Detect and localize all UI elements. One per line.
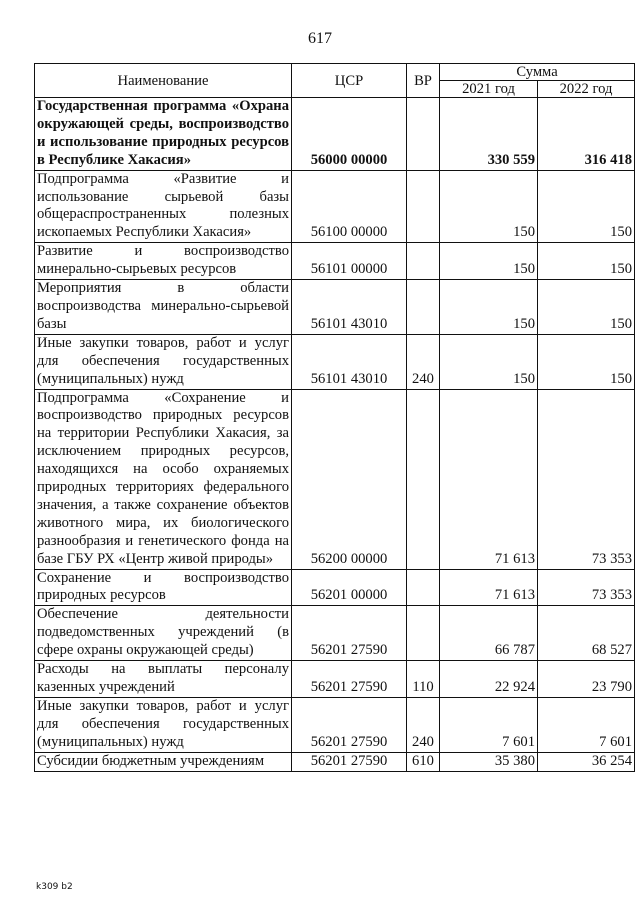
row-amount-2021: 66 787 — [440, 606, 538, 661]
row-csr: 56201 00000 — [292, 569, 407, 606]
table-row — [35, 569, 635, 606]
table-row — [35, 280, 635, 335]
row-amount-2022: 7 601 — [538, 697, 635, 752]
row-vr: 110 — [407, 661, 440, 698]
row-csr: 56000 00000 — [292, 98, 407, 171]
budget-table — [34, 63, 635, 772]
table-row — [35, 697, 635, 752]
row-csr: 56201 27590 — [292, 697, 407, 752]
row-csr: 56201 27590 — [292, 752, 407, 771]
header-year-2022: 2022 год — [538, 81, 635, 98]
row-csr: 56101 00000 — [292, 243, 407, 280]
row-amount-2021: 22 924 — [440, 661, 538, 698]
row-csr: 56200 00000 — [292, 389, 407, 569]
row-name: Подпрограмма «Развитие и использование сырьевой базы общераспространенных полезных ископаемых Республики Хакасия» — [35, 170, 292, 243]
row-amount-2021: 71 613 — [440, 389, 538, 569]
row-amount-2022: 316 418 — [538, 98, 635, 171]
table-row — [35, 661, 635, 698]
row-name: Субсидии бюджетным учреждениям — [35, 752, 292, 771]
row-vr — [407, 606, 440, 661]
row-amount-2021: 7 601 — [440, 697, 538, 752]
row-name: Иные закупки товаров, работ и услуг для обеспечения государственных (муниципальных) нужд — [35, 334, 292, 389]
row-name: Расходы на выплаты персоналу казенных учреждений — [35, 661, 292, 698]
row-amount-2021: 150 — [440, 170, 538, 243]
row-vr — [407, 170, 440, 243]
table-row — [35, 389, 635, 569]
row-amount-2021: 150 — [440, 280, 538, 335]
table-body — [35, 98, 635, 772]
header-sum: Сумма — [440, 64, 635, 81]
row-name: Обеспечение деятельности подведомственных учреждений (в сфере охраны окружающей среды) — [35, 606, 292, 661]
table-row — [35, 752, 635, 771]
row-amount-2022: 23 790 — [538, 661, 635, 698]
row-amount-2021: 150 — [440, 243, 538, 280]
header-csr: ЦСР — [292, 64, 407, 98]
table-row — [35, 170, 635, 243]
row-amount-2022: 36 254 — [538, 752, 635, 771]
row-amount-2022: 150 — [538, 280, 635, 335]
table-row — [35, 606, 635, 661]
row-name: Иные закупки товаров, работ и услуг для обеспечения государственных (муниципальных) нужд — [35, 697, 292, 752]
row-name: Государственная программа «Охрана окружающей среды, воспроизводство и использование природных ресурсов в Республике Хакасия» — [35, 98, 292, 171]
row-name: Сохранение и воспроизводство природных ресурсов — [35, 569, 292, 606]
row-vr — [407, 243, 440, 280]
row-vr: 240 — [407, 697, 440, 752]
row-csr: 56100 00000 — [292, 170, 407, 243]
row-csr: 56101 43010 — [292, 334, 407, 389]
page-number: 617 — [308, 30, 332, 47]
row-amount-2022: 73 353 — [538, 569, 635, 606]
header-vr: ВР — [407, 64, 440, 98]
row-vr — [407, 280, 440, 335]
row-csr: 56101 43010 — [292, 280, 407, 335]
row-amount-2022: 150 — [538, 243, 635, 280]
row-vr — [407, 98, 440, 171]
table-row — [35, 334, 635, 389]
row-amount-2022: 150 — [538, 334, 635, 389]
header-name: Наименование — [35, 64, 292, 98]
row-name: Развитие и воспроизводство минерально-сырьевых ресурсов — [35, 243, 292, 280]
row-amount-2022: 150 — [538, 170, 635, 243]
row-vr: 610 — [407, 752, 440, 771]
row-amount-2021: 150 — [440, 334, 538, 389]
row-vr — [407, 389, 440, 569]
row-amount-2022: 73 353 — [538, 389, 635, 569]
row-csr: 56201 27590 — [292, 606, 407, 661]
row-amount-2021: 35 380 — [440, 752, 538, 771]
header-year-2021: 2021 год — [440, 81, 538, 98]
row-amount-2021: 330 559 — [440, 98, 538, 171]
table-row — [35, 98, 635, 171]
table-row — [35, 243, 635, 280]
row-name: Мероприятия в области воспроизводства минерально-сырьевой базы — [35, 280, 292, 335]
row-vr: 240 — [407, 334, 440, 389]
footer-code: k309 b2 — [36, 882, 73, 892]
row-csr: 56201 27590 — [292, 661, 407, 698]
row-vr — [407, 569, 440, 606]
row-name: Подпрограмма «Сохранение и воспроизводство природных ресурсов на территории Республики Хакасия, за исключением природных ресурсов, находящихся на особо охраняемых природных территориях федерального значения, а также сохранение объектов животного мира, их биологического разнообразия и генетического фонда на базе ГБУ РХ «Центр живой природы» — [35, 389, 292, 569]
row-amount-2021: 71 613 — [440, 569, 538, 606]
row-amount-2022: 68 527 — [538, 606, 635, 661]
